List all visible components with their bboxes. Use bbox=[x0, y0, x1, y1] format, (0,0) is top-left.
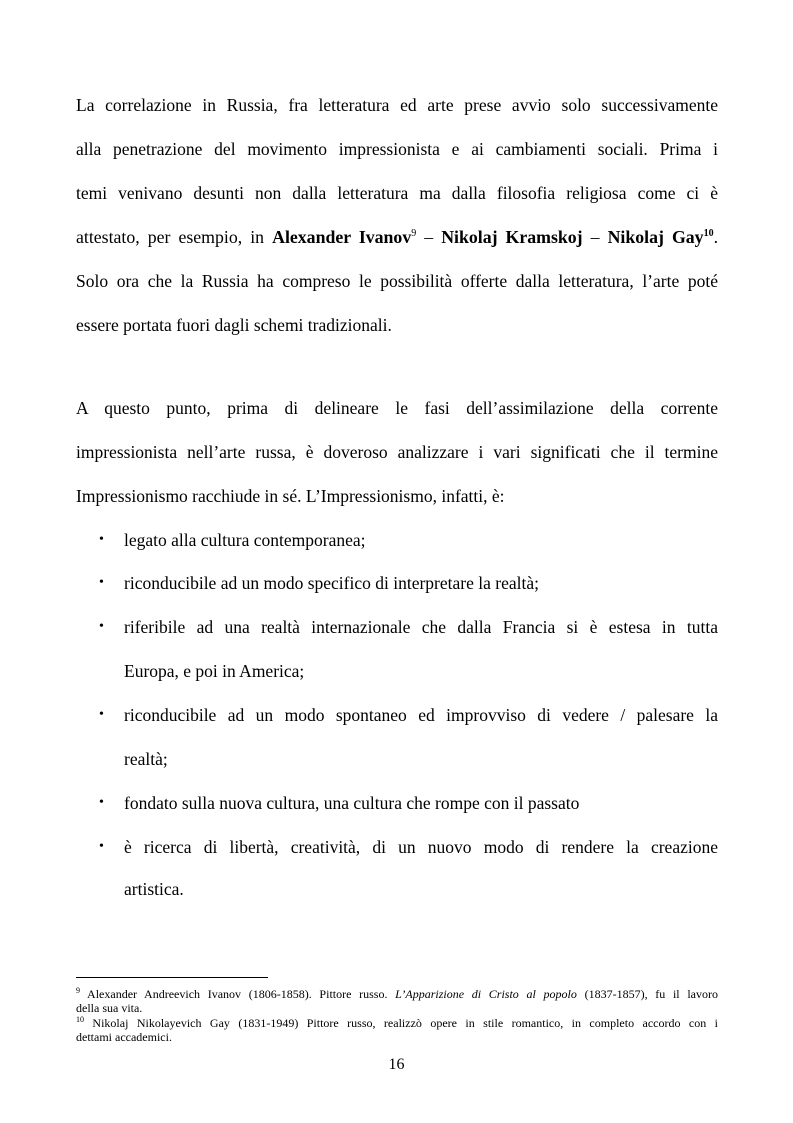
line4-prefix: attestato, per esempio, in bbox=[76, 227, 273, 247]
bullet-item-2: riconducibile ad un modo specifico di interpretare la realtà; bbox=[124, 573, 539, 593]
paragraph1-line3: temi venivano desunti non dalla letteratura ma dalla filosofia religiosa come ci è bbox=[76, 183, 718, 203]
footnote-ref-9: 9 bbox=[411, 228, 417, 240]
dash-2: – bbox=[582, 227, 608, 247]
bullet-item-3-line1: riferibile ad una realtà internazionale che dalla Francia si è estesa in tutta bbox=[124, 617, 718, 637]
name-alexander-ivanov: Alexander Ivanov bbox=[272, 227, 412, 247]
paragraph1-line1: La correlazione in Russia, fra letteratura ed arte prese avvio solo successivamente bbox=[76, 95, 718, 115]
bullet-icon: • bbox=[99, 575, 104, 590]
name-nikolaj-gay: Nikolaj Gay bbox=[607, 227, 704, 247]
paragraph2-line3: Impressionismo racchiude in sé. L’Impressionismo, infatti, è: bbox=[76, 486, 505, 506]
footnote-9-prefix: Alexander Andreevich Ivanov (1806-1858). Pittore russo. bbox=[80, 987, 396, 1001]
footnote-10-text: Nikolaj Nikolayevich Gay (1831-1949) Pittore russo, realizzò opere in stile romantico, in completo accordo con i bbox=[84, 1016, 718, 1030]
name-nikolaj-kramskoj: Nikolaj Kramskoj bbox=[441, 227, 583, 247]
bullet-item-5: fondato sulla nuova cultura, una cultura che rompe con il passato bbox=[124, 793, 580, 813]
footnote-9-title: L’Apparizione di Cristo al popolo bbox=[395, 987, 577, 1001]
bullet-item-6-line1: è ricerca di libertà, creatività, di un nuovo modo di rendere la creazione bbox=[124, 837, 718, 857]
footnote-ref-10: 10 bbox=[703, 228, 714, 240]
footnote-10-line1 bbox=[76, 1016, 718, 1030]
bullet-item-4-line2: realtà; bbox=[124, 749, 168, 769]
paragraph1-line6: essere portata fuori dagli schemi tradizionali. bbox=[76, 315, 392, 335]
bullet-icon: • bbox=[99, 795, 104, 810]
bullet-icon: • bbox=[99, 707, 104, 722]
footnote-separator bbox=[76, 977, 268, 978]
bullet-icon: • bbox=[99, 532, 104, 547]
footnote-9-line2: della sua vita. bbox=[76, 1001, 143, 1015]
footnote-9-line1 bbox=[76, 987, 718, 1001]
bullet-item-4-line1: riconducibile ad un modo spontaneo ed improvviso di vedere / palesare la bbox=[124, 705, 718, 725]
paragraph1-line4 bbox=[76, 227, 718, 247]
paragraph2-line1: A questo punto, prima di delineare le fasi dell’assimilazione della corrente bbox=[76, 398, 718, 418]
bullet-item-3-line2: Europa, e poi in America; bbox=[124, 661, 305, 681]
footnote-9-suffix: (1837-1857), fu il lavoro bbox=[576, 987, 718, 1001]
dash-1: – bbox=[416, 227, 442, 247]
paragraph2-line2: impressionista nell’arte russa, è doveroso analizzare i vari significati che il termine bbox=[76, 442, 718, 462]
footnote-9-number: 9 bbox=[76, 986, 80, 995]
paragraph1-line2: alla penetrazione del movimento impressionista e ai cambiamenti sociali. Prima i bbox=[76, 139, 718, 159]
footnote-10-number: 10 bbox=[76, 1015, 84, 1024]
bullet-icon: • bbox=[99, 619, 104, 634]
paragraph1-line5: Solo ora che la Russia ha compreso le possibilità offerte dalla letteratura, l’arte poté bbox=[76, 271, 718, 291]
page-number: 16 bbox=[388, 1056, 405, 1073]
footnote-10-line2: dettami accademici. bbox=[76, 1030, 172, 1044]
bullet-icon: • bbox=[99, 839, 104, 854]
line4-end: . bbox=[713, 227, 719, 247]
bullet-item-6-line2: artistica. bbox=[124, 879, 184, 899]
bullet-item-1: legato alla cultura contemporanea; bbox=[124, 530, 366, 550]
